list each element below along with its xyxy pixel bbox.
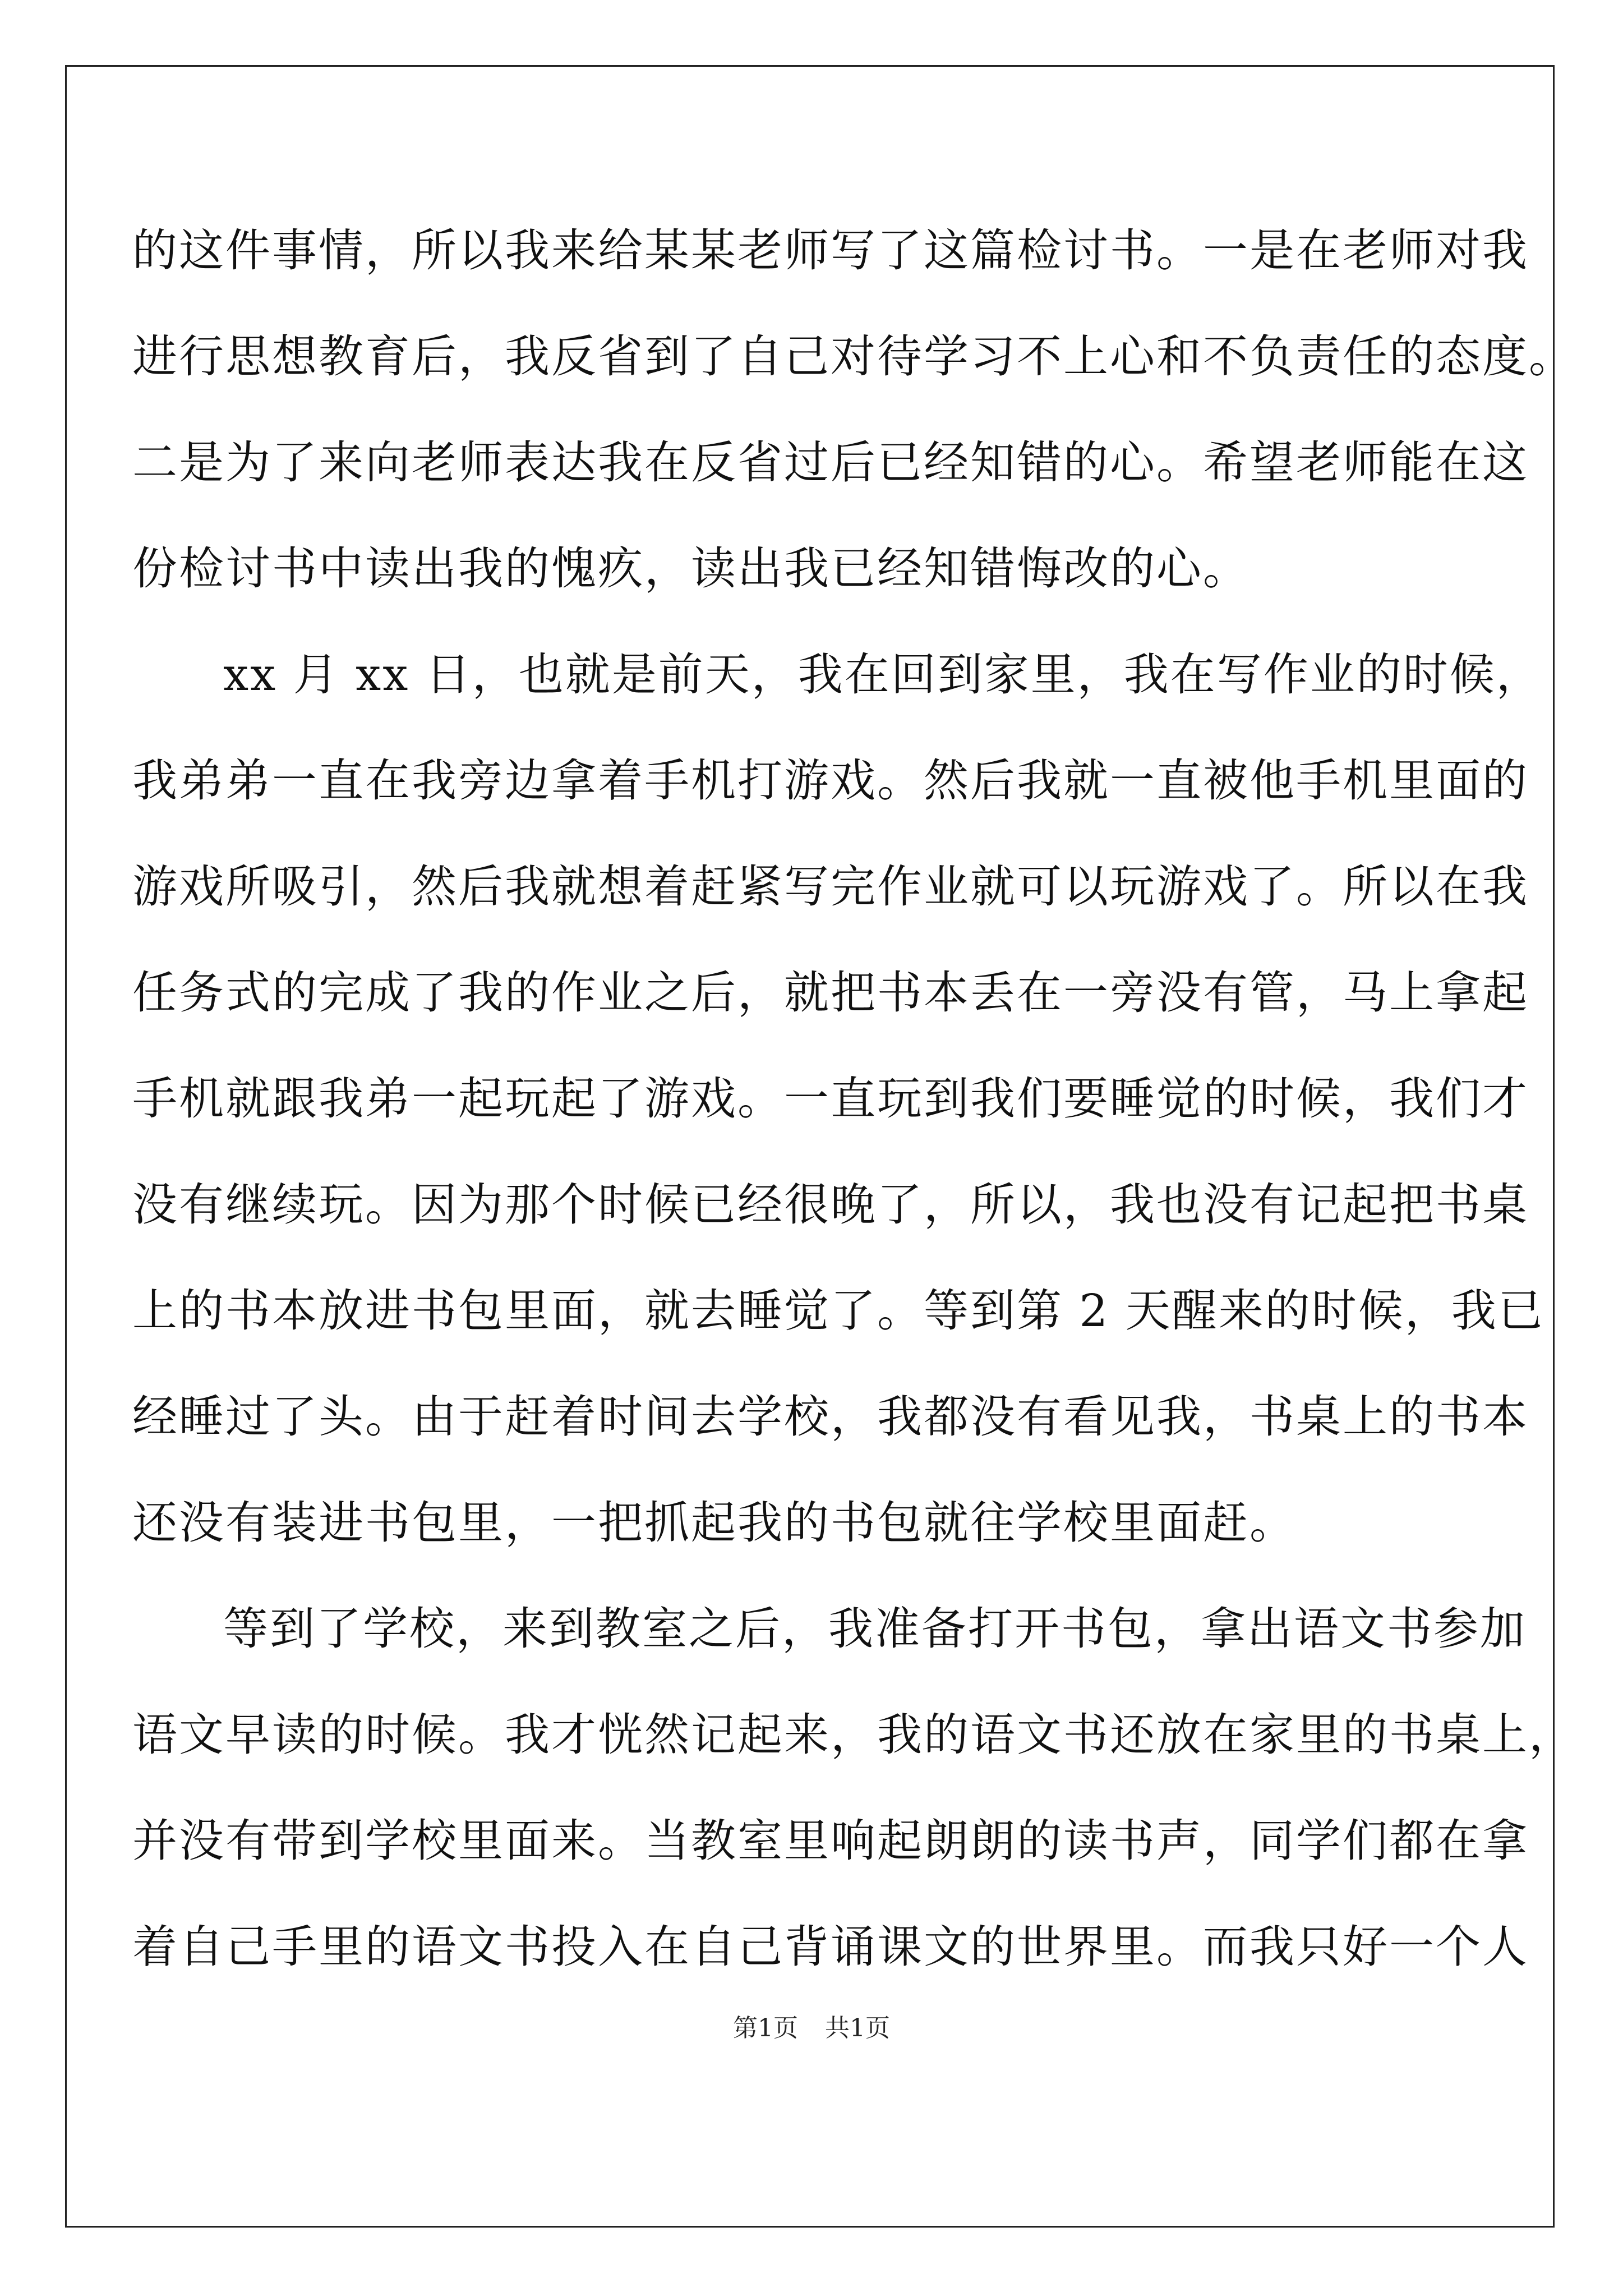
text-line: 没有继续玩。因为那个时候已经很晚了，所以，我也没有记起把书桌 <box>132 1179 1529 1231</box>
text-line: 的这件事情，所以我来给某某老师写了这篇检讨书。一是在老师对我 <box>132 224 1529 277</box>
document-body <box>132 197 1575 2000</box>
text-line: 进行思想教育后，我反省到了自己对待学习不上心和不负责任的态度。 <box>132 330 1575 383</box>
text-line: 上的书本放进书包里面，就去睡觉了。等到第 2 天醒来的时候，我已 <box>132 1285 1544 1337</box>
page-footer <box>0 2012 1623 2045</box>
paragraph-first-line: xx 月 xx 日，也就是前天，我在回到家里，我在写作业的时候， <box>223 648 1543 701</box>
text-line: 经睡过了头。由于赶着时间去学校，我都没有看见我，书桌上的书本 <box>132 1391 1529 1443</box>
text-line: 手机就跟我弟一起玩起了游戏。一直玩到我们要睡觉的时候，我们才 <box>132 1073 1529 1125</box>
page-total: 共1页 <box>825 2014 890 2042</box>
text-line: 二是为了来向老师表达我在反省过后已经知错的心。希望老师能在这 <box>132 436 1529 489</box>
text-line: 游戏所吸引，然后我就想着赶紧写完作业就可以玩游戏了。所以在我 <box>132 861 1529 913</box>
text-line: 并没有带到学校里面来。当教室里响起朗朗的读书声，同学们都在拿 <box>132 1815 1529 1867</box>
text-line: 还没有装进书包里，一把抓起我的书包就往学校里面赶。 <box>132 1497 1296 1549</box>
paragraph-first-line: 等到了学校，来到教室之后，我准备打开书包，拿出语文书参加 <box>223 1603 1527 1655</box>
text-line: 语文早读的时候。我才恍然记起来，我的语文书还放在家里的书桌上， <box>132 1709 1575 1761</box>
page-number: 第1页 <box>733 2014 798 2042</box>
text-line: 任务式的完成了我的作业之后，就把书本丢在一旁没有管，马上拿起 <box>132 967 1529 1019</box>
text-line: 份检讨书中读出我的愧疚，读出我已经知错悔改的心。 <box>132 542 1249 595</box>
text-line: 我弟弟一直在我旁边拿着手机打游戏。然后我就一直被他手机里面的 <box>132 754 1529 807</box>
text-line: 着自己手里的语文书投入在自己背诵课文的世界里。而我只好一个人 <box>132 1921 1529 1973</box>
